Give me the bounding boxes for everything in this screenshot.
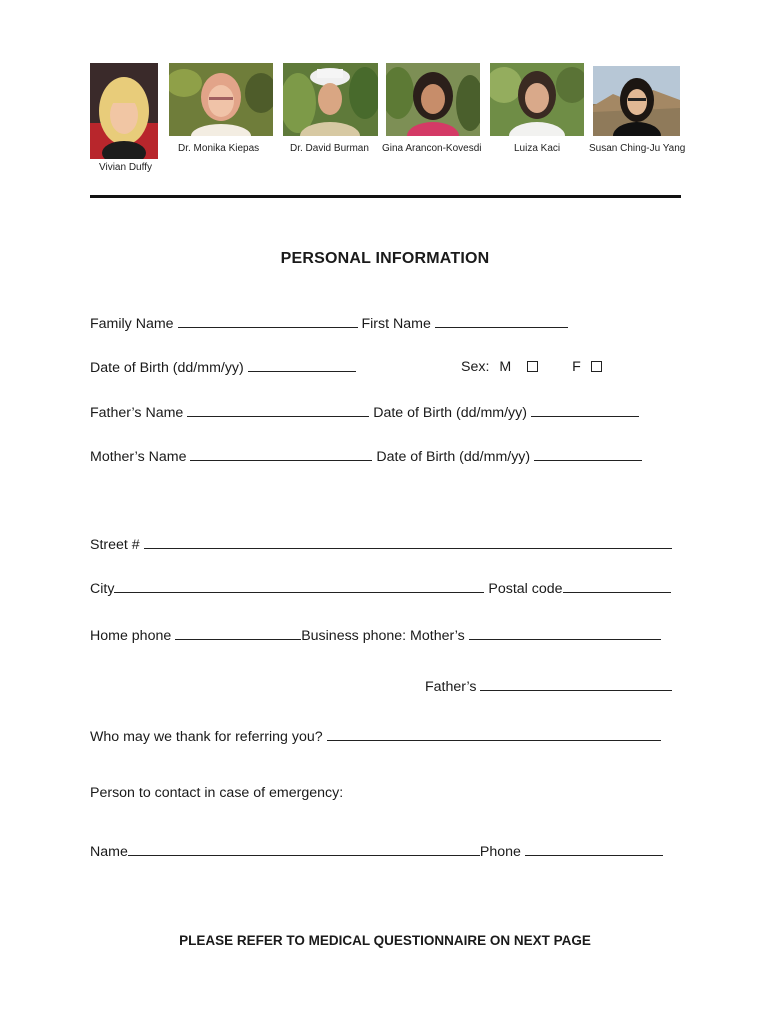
staff-name: Dr. Monika Kiepas <box>178 143 260 154</box>
home-phone-field[interactable] <box>175 627 301 640</box>
name-row <box>90 315 568 332</box>
dob-row <box>90 359 356 376</box>
business-phone-mother-field[interactable] <box>469 627 661 640</box>
staff-photo-monika-kiepas <box>169 63 273 136</box>
dob-field[interactable] <box>248 359 356 372</box>
mothers-dob-field[interactable] <box>534 448 642 461</box>
header-divider <box>90 195 681 198</box>
mother-row <box>90 448 642 465</box>
street-label: Street # <box>90 537 140 553</box>
postal-code-label: Postal code <box>488 581 563 597</box>
phone-row <box>90 627 661 644</box>
sex-label: Sex: <box>461 359 490 375</box>
emergency-phone-field[interactable] <box>525 843 663 856</box>
staff-name: Luiza Kaci <box>514 143 561 154</box>
first-name-field[interactable] <box>435 315 568 328</box>
business-phone-father-field[interactable] <box>480 678 672 691</box>
city-label: City <box>90 581 115 597</box>
staff-name: Vivian Duffy <box>99 162 152 173</box>
father-phone-row <box>425 678 672 695</box>
staff-photo-susan-ching-ju-yang <box>593 66 680 136</box>
referral-field[interactable] <box>327 728 661 741</box>
emergency-phone-label: Phone <box>479 844 521 860</box>
postal-code-field[interactable] <box>563 580 671 593</box>
emergency-row <box>90 843 663 860</box>
staff-photo-gina-arancon-kovesdi <box>386 63 480 136</box>
emergency-name-field[interactable] <box>128 843 480 856</box>
sex-row <box>461 359 602 375</box>
father-row <box>90 404 639 421</box>
dob-label: Date of Birth (dd/mm/yy) <box>90 360 244 376</box>
first-name-label: First Name <box>361 316 431 332</box>
fathers-dob-field[interactable] <box>531 404 639 417</box>
family-name-label: Family Name <box>90 316 174 332</box>
referral-label: Who may we thank for referring you? <box>90 729 323 745</box>
fathers-name-label: Father’s Name <box>90 405 184 421</box>
page-title: PERSONAL INFORMATION <box>280 250 490 267</box>
business-phone-label: Business phone: Mother’s <box>301 628 465 644</box>
staff-photo-vivian-duffy <box>90 63 158 159</box>
staff-name: Susan Ching-Ju Yang <box>589 143 686 154</box>
staff-photo-david-burman <box>283 63 378 136</box>
sex-f-label: F <box>572 359 581 375</box>
business-phone-father-label: Father’s <box>425 679 477 695</box>
sex-m-label: M <box>499 359 512 375</box>
emergency-heading: Person to contact in case of emergency: <box>90 785 344 801</box>
mothers-name-label: Mother’s Name <box>90 449 187 465</box>
family-name-field[interactable] <box>178 315 358 328</box>
home-phone-label: Home phone <box>90 628 172 644</box>
city-field[interactable] <box>114 580 484 593</box>
staff-photo-luiza-kaci <box>490 63 584 136</box>
street-row <box>90 536 672 553</box>
city-row <box>90 580 671 597</box>
staff-name: Gina Arancon-Kovesdi <box>382 143 482 154</box>
mothers-name-field[interactable] <box>190 448 372 461</box>
fathers-dob-label: Date of Birth (dd/mm/yy) <box>373 405 527 421</box>
mothers-dob-label: Date of Birth (dd/mm/yy) <box>376 449 531 465</box>
sex-m-checkbox[interactable] <box>527 361 538 372</box>
fathers-name-field[interactable] <box>187 404 369 417</box>
emergency-name-label: Name <box>90 844 128 860</box>
referral-row <box>90 728 661 745</box>
street-field[interactable] <box>144 536 672 549</box>
footer-note: PLEASE REFER TO MEDICAL QUESTIONNAIRE ON NEXT PAGE <box>179 933 591 948</box>
sex-f-checkbox[interactable] <box>591 361 602 372</box>
staff-name: Dr. David Burman <box>290 143 369 154</box>
